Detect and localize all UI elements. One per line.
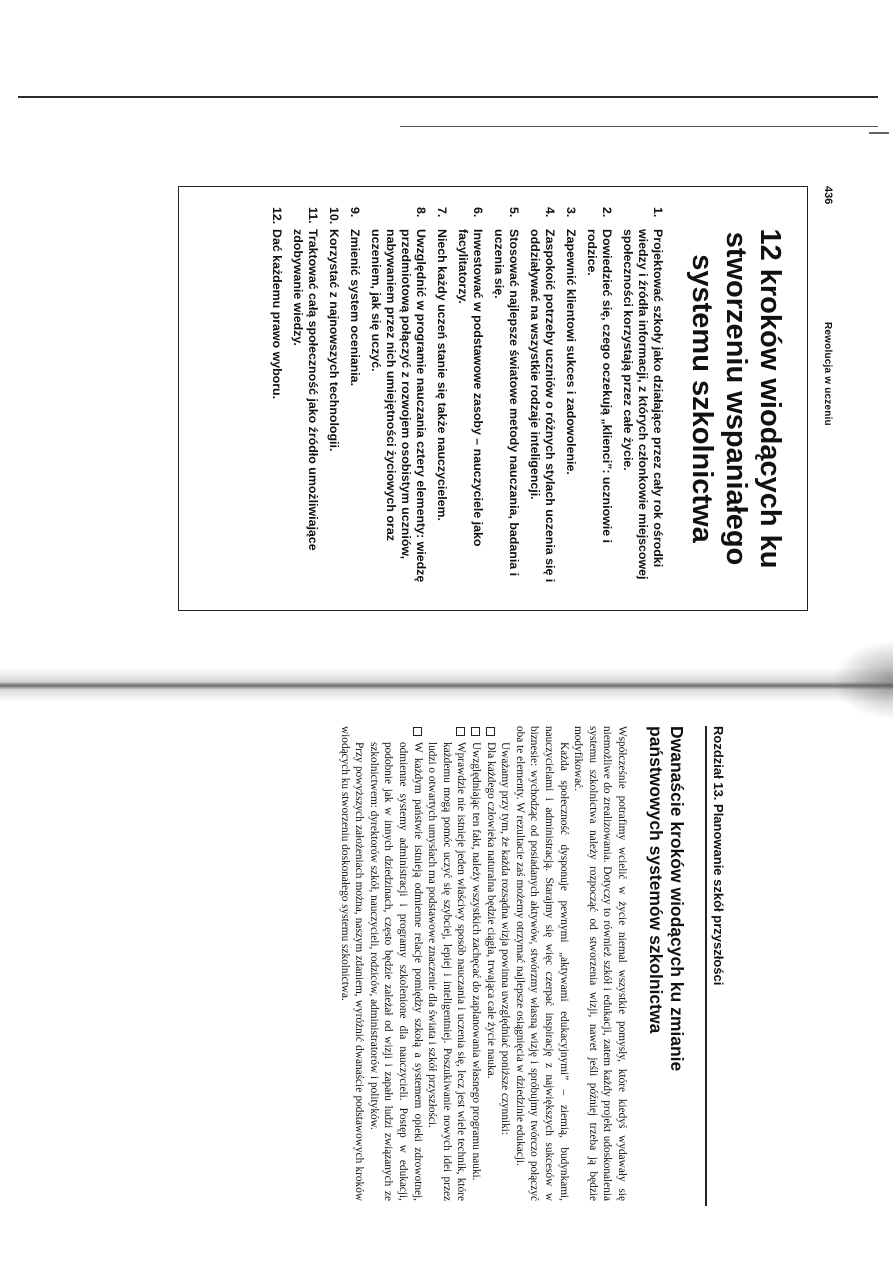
step-item <box>368 207 428 590</box>
step-text: Traktować całą społeczność jako źródło umożliwiające zdobywanie wiedzy. <box>291 229 320 551</box>
bullet-item <box>468 726 483 1201</box>
step-item <box>563 207 578 590</box>
bullet-text: Dla każdego człowieka naturalna będzie ciągła, trwająca całe życie nauka. <box>484 742 497 1079</box>
step-item <box>269 207 284 590</box>
step-text: Dowiedzieć się, czego oczekują „klienci”: uczniowie i rodzice. <box>585 229 614 543</box>
bullet-item <box>425 726 469 1201</box>
step-text: Uwzględnić w programie nauczania cztery elementy: wiedzę przedmiotową połączyć z rozwojem osobistym uczniów, nabywaniem przez nich umiejętności życiowych oraz uczeniem, jak się uczyć. <box>369 229 428 583</box>
paragraph-4: Przy powyższych założeniach można, naszym zdaniem, wyróżnić dwanaście podstawowych kroków wiodących ku stworzeniu doskonałego systemu szkolnictwa. <box>338 726 366 1201</box>
step-text: Inwestować w podstawowe zasoby – nauczyciele jako facylitatorzy. <box>456 229 485 547</box>
scan-corner-mark <box>869 132 889 134</box>
step-number: 12. <box>270 207 284 225</box>
bullet-item <box>483 726 498 1201</box>
paragraph-2: Każda społeczność dysponuje pewnymi „aktywami edukacyjnymi” – ziemią, budynkami, nauczycielami i administracją. Starajmy się więc czerpać inspirację z największych sukcesów w biznesie: wychodząc od posiadanych aktywów, stwórzmy własną wizję i spróbujmy twórczo połączyć oba te elementy. W rezultacie zaś możemy otrzymać najlepsze osiągnięcia w dziedzinie edukacji. <box>513 726 570 1201</box>
body-text <box>337 726 629 1201</box>
step-number: 1. <box>651 207 665 218</box>
header-rule <box>705 726 707 1206</box>
step-number: 4. <box>543 207 557 218</box>
step-number: 2. <box>600 207 614 218</box>
step-number: 10. <box>327 207 341 225</box>
step-text: Zapewnić klientowi sukces i zadowolenie. <box>564 229 578 475</box>
checkbox-square-icon <box>366 726 424 742</box>
bottom-page <box>46 726 726 1246</box>
step-item <box>584 207 614 590</box>
box-title: 12 kroków wiodących ku stworzeniu wspaniałego systemu szkolnictwa <box>686 228 786 569</box>
step-item <box>326 207 341 590</box>
step-text: Zmienić system oceniania. <box>348 229 362 387</box>
checkbox-square-icon <box>425 726 469 742</box>
steps-list <box>269 207 665 590</box>
steps-box <box>178 186 808 611</box>
step-text: Korzystać z najnowszych technologii. <box>327 229 341 452</box>
paragraph-3: Uważamy przy tym, że każda rozsądna wizja powinna uwzględniać poniższe czynniki: <box>499 742 512 1136</box>
step-text: Stosować najlepsze światowe metody nauczania, badania i uczenia się. <box>492 229 521 577</box>
step-text: Projektować szkoły jako działające przez cały rok ośrodki wiedzy i źródła informacji, z których członkowie miejscowej społeczności korzystają przez całe życie. <box>621 229 665 580</box>
checkbox-square-icon <box>468 726 483 742</box>
chapter-running-header: Rozdział 13. Planowanie szkół przyszłości <box>711 726 726 986</box>
section-title: Dwanaście kroków wiodących ku zmianie państwowych systemów szkolnictwa <box>646 726 687 1072</box>
scan-edge-line <box>18 96 878 98</box>
step-number: 5. <box>507 207 521 218</box>
step-item <box>527 207 557 590</box>
checkbox-square-icon <box>483 726 498 742</box>
bullet-text: W każdym państwie istnieją odmienne relacje pomiędzy szkołą a systemem opieki zdrowotnej, odmienne systemy administracji i programy szkolenione dla nauczycieli. Postęp w edukacji, podobnie jak w innych dziedzinach, często będzie zależał od wizji i zapału ludzi związanych ze szkolnictwem: dyrektorów szkół, nauczycieli, rodziców, administratorów i polityków. <box>367 742 424 1201</box>
step-number: 3. <box>564 207 578 218</box>
step-item <box>455 207 485 590</box>
step-number: 11. <box>306 207 320 224</box>
step-text: Dać każdemu prawo wyboru. <box>270 229 284 400</box>
step-number: 7. <box>435 207 449 218</box>
bullet-text: Uwzględniając ten fakt, należy wszystkich zachęcać do zaplanowania własnego programu nauki. <box>470 742 483 1181</box>
running-header: Rewolucja w uczeniu <box>822 322 833 426</box>
bullet-text: Wprawdzie nie istnieje jeden właściwy sposób nauczania i uczenia się, lecz jest wiele technik, które każdemu mogą pomóc uczyć się szybciej, lepiej i inteligentniej. Poszukiwanie nowych idei przez ludzi o otwartych umysłach ma podstawowe znaczenie dla świata i szkół przyszłości. <box>426 742 468 1201</box>
bullet-item <box>366 726 424 1201</box>
step-item <box>290 207 320 590</box>
bullet-list <box>366 726 497 1201</box>
step-number: 9. <box>348 207 362 218</box>
scan-edge-line-secondary <box>400 126 878 127</box>
step-item <box>620 207 665 590</box>
top-page-header <box>818 186 838 826</box>
step-text: Zaspokoić potrzeby uczniów o różnych stylach uczenia się i oddziaływać na wszystkie rodzaje inteligencji. <box>528 229 557 583</box>
step-item <box>491 207 521 590</box>
page-number: 436 <box>822 186 834 205</box>
step-number: 6. <box>471 207 485 218</box>
step-item <box>434 207 449 590</box>
step-number: 8. <box>414 207 428 218</box>
paragraph-1: Współcześnie potrafimy wcielić w życie niemal wszystkie pomysły, które kiedyś wydawały się niemożliwe do zrealizowania. Dotyczy to również szkół i edukacji, zatem każdy projekt udoskonalenia systemu szkolnictwa należy rozpocząć od stworzenia wizji, nawet jeśli później trzeba ją będzie modyfikować. <box>572 726 628 1201</box>
step-text: Niech każdy uczeń stanie się także nauczycielem. <box>435 229 449 522</box>
book-spine-shadow <box>833 640 893 720</box>
step-item <box>347 207 362 590</box>
